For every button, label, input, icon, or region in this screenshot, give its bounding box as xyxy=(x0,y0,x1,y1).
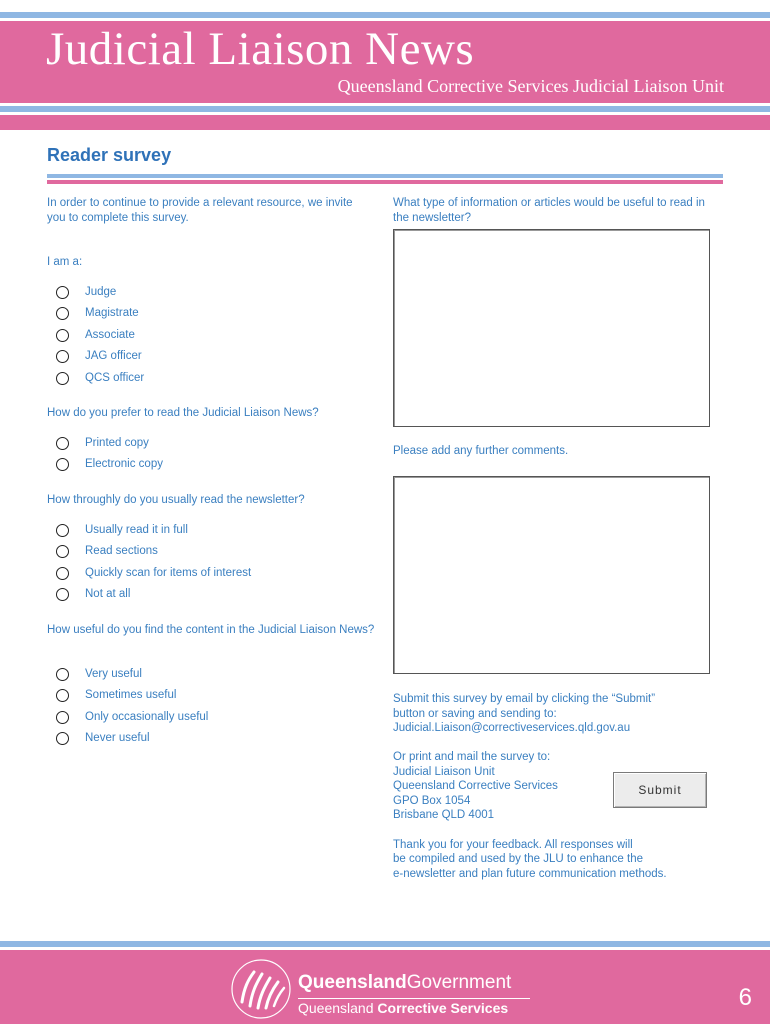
radio-option-read-in-full[interactable] xyxy=(56,522,188,538)
radio-button[interactable] xyxy=(56,286,69,299)
mail-address-line: Queensland Corrective Services xyxy=(393,780,558,792)
thanks-text: Thank you for your feedback. All responses will xyxy=(393,839,633,851)
radio-button[interactable] xyxy=(56,524,69,537)
logo-text-line1: QueenslandGovernment xyxy=(298,972,512,993)
mail-address-line: Judicial Liaison Unit xyxy=(393,766,495,778)
option-label: Usually read it in full xyxy=(85,524,188,536)
option-label: Very useful xyxy=(85,668,142,680)
question-label: How do you prefer to read the Judicial Liaison News? xyxy=(47,407,319,419)
header-band xyxy=(0,0,770,12)
page-number: 6 xyxy=(738,984,752,1011)
submit-instructions: Submit this survey by email by clicking the “Submit” xyxy=(393,693,656,705)
option-label: JAG officer xyxy=(85,350,142,362)
radio-option-judge[interactable] xyxy=(56,284,117,300)
radio-option-not-at-all[interactable] xyxy=(56,586,131,602)
radio-option-occasionally-useful[interactable] xyxy=(56,709,209,725)
thanks-text: be compiled and used by the JLU to enhance the xyxy=(393,853,643,865)
info-question-label: What type of information or articles would be useful to read in the newsletter? xyxy=(393,197,705,224)
option-label: Quickly scan for items of interest xyxy=(85,567,252,579)
radio-option-read-sections[interactable] xyxy=(56,543,158,559)
submit-instructions: button or saving and sending to: xyxy=(393,708,557,720)
option-label: Read sections xyxy=(85,545,158,557)
option-label: Printed copy xyxy=(85,437,149,449)
radio-option-sometimes-useful[interactable] xyxy=(56,687,177,703)
radio-button[interactable] xyxy=(56,732,69,745)
option-label: Not at all xyxy=(85,588,131,600)
mail-instructions: Or print and mail the survey to: xyxy=(393,751,551,763)
radio-option-qcs-officer[interactable] xyxy=(56,370,145,386)
title-divider xyxy=(47,180,723,184)
header-stripe xyxy=(0,115,770,130)
radio-button[interactable] xyxy=(56,437,69,450)
submit-button[interactable]: Submit xyxy=(613,772,707,808)
radio-button[interactable] xyxy=(56,567,69,580)
logo-text-line2: Queensland Corrective Services xyxy=(298,1000,509,1016)
mail-address-line: Brisbane QLD 4001 xyxy=(393,809,495,821)
option-label: Sometimes useful xyxy=(85,689,177,701)
comments-textarea[interactable] xyxy=(393,476,710,674)
option-label: Magistrate xyxy=(85,307,139,319)
masthead xyxy=(0,0,770,132)
newsletter-title: Judicial Liaison News xyxy=(46,23,475,75)
page-title: Reader survey xyxy=(47,145,172,165)
question-label: I am a: xyxy=(47,256,83,268)
email-address: Judicial.Liaison@correctiveservices.qld.gov.au xyxy=(393,722,631,734)
option-label: Only occasionally useful xyxy=(85,711,209,723)
intro-text: In order to continue to provide a relevant resource, we invite you to complete this survey. xyxy=(47,197,353,224)
radio-button[interactable] xyxy=(56,307,69,320)
question-label: How throughly do you usually read the newsletter? xyxy=(47,494,305,506)
radio-button[interactable] xyxy=(56,329,69,342)
radio-option-printed-copy[interactable] xyxy=(56,435,149,451)
title-divider xyxy=(47,174,723,178)
option-label: Associate xyxy=(85,329,135,341)
thanks-text: e-newsletter and plan future communication methods. xyxy=(393,868,667,880)
radio-button[interactable] xyxy=(56,711,69,724)
radio-option-electronic-copy[interactable] xyxy=(56,456,163,472)
option-label: QCS officer xyxy=(85,372,145,384)
radio-option-quickly-scan[interactable] xyxy=(56,565,252,581)
coat-of-arms-icon xyxy=(230,958,296,1020)
option-label: Judge xyxy=(85,286,117,298)
option-label: Never useful xyxy=(85,732,150,744)
radio-option-associate[interactable] xyxy=(56,327,135,343)
radio-button[interactable] xyxy=(56,588,69,601)
radio-button[interactable] xyxy=(56,458,69,471)
radio-option-very-useful[interactable] xyxy=(56,666,142,682)
radio-button[interactable] xyxy=(56,689,69,702)
queensland-government-logo xyxy=(230,958,540,1020)
question-label: How useful do you find the content in the Judicial Liaison News? xyxy=(47,624,375,636)
radio-button[interactable] xyxy=(56,545,69,558)
info-request-textarea[interactable] xyxy=(393,229,710,427)
logo-divider xyxy=(298,998,530,999)
mail-address-line: GPO Box 1054 xyxy=(393,795,471,807)
comments-label: Please add any further comments. xyxy=(393,445,569,457)
radio-option-never-useful[interactable] xyxy=(56,730,150,746)
radio-option-magistrate[interactable] xyxy=(56,305,139,321)
radio-option-jag-officer[interactable] xyxy=(56,348,142,364)
radio-button[interactable] xyxy=(56,668,69,681)
radio-button[interactable] xyxy=(56,350,69,363)
option-label: Electronic copy xyxy=(85,458,163,470)
radio-button[interactable] xyxy=(56,372,69,385)
newsletter-subtitle: Queensland Corrective Services Judicial Liaison Unit xyxy=(337,76,724,96)
